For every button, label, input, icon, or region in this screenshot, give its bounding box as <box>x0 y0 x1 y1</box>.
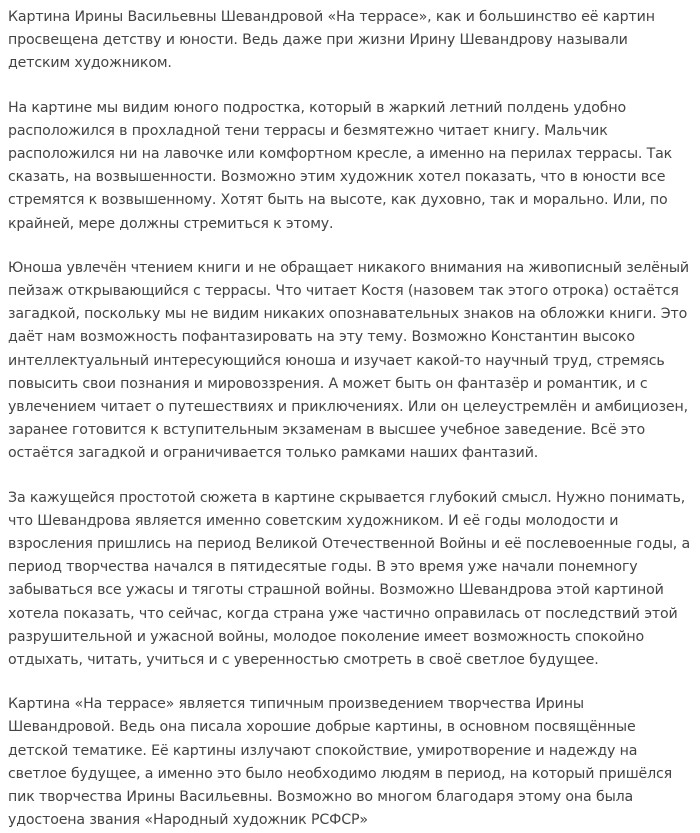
paragraph-intro: Картина Ирины Васильевны Шевандровой «На террасе», как и большинство её картин просвещена детству и юности. Ведь даже при жизни Ирину Шевандрову называли детским художником. <box>8 9 655 72</box>
paragraph-conclusion: Картина «На террасе» является типичным произведением творчества Ирины Шевандровой. Ведь она писала хорошие добрые картины, в основном посвящённые детской тематике. Её картины излучают спокойствие, умиротворение и надежду на светлое будущее, а именно это было необходимо людям в период, на который пришёлся пик творчества Ирины Васильевны. Возможно во многом благодаря этому она была удостоена звания «Народный художник РСФСР» <box>8 696 673 829</box>
paragraph-boy-on-terrace: На картине мы видим юного подростка, который в жаркий летний полдень удобно расположился в прохладной тени террасы и безмятежно читает книгу. Мальчик расположился ни на лавочке или комфортном кресле, а именно на перилах террасы. Так сказать, на возвышенности. Возможно этим художник хотел показать, что в юности все стремятся к возвышенному. Хотят быть на высоте, как духовно, так и морально. Или, по крайней, мере должны стремиться к этому. <box>8 99 673 232</box>
paragraph-hidden-meaning: За кажущейся простотой сюжета в картине скрывается глубокий смысл. Нужно понимать, что Шевандрова является именно советским художником. И её годы молодости и взросления пришлись на период Великой Отечественной Войны и её послевоенные годы, а период творчества начался в пятидесятые годы. В это время уже начали понемногу забываться все ужасы и тяготы страшной войны. Возможно Шевандрова этой картиной хотела показать, что сейчас, когда страна уже частично оправилась от последствий этой разрушительной и ужасной войны, молодое поколение имеет возможность спокойно отдыхать, читать, учиться и с уверенностью смотреть в своё светлое будущее. <box>8 489 691 669</box>
paragraph-reading-book: Юноша увлечён чтением книги и не обращает никакого внимания на живописный зелёный пейзаж открывающийся с террасы. Что читает Костя (назовем так этого отрока) остаётся загадкой, поскольку мы не видим никаких опознавательных знаков на обложки книги. Это даёт нам возможность пофантазировать на эту тему. Возможно Константин высоко интеллектуальный интересующийся юноша и изучает какой-то научный труд, стремясь повысить свои познания и мировоззрения. А может быть он фантазёр и романтик, и с увлечением читает о путешествиях и приключениях. Или он целеустремлён и амбициозен, заранее готовится к вступительным экзаменам в высшее учебное заведение. Всё это остаётся загадкой и ограничивается только рамками наших фантазий. <box>8 259 690 462</box>
